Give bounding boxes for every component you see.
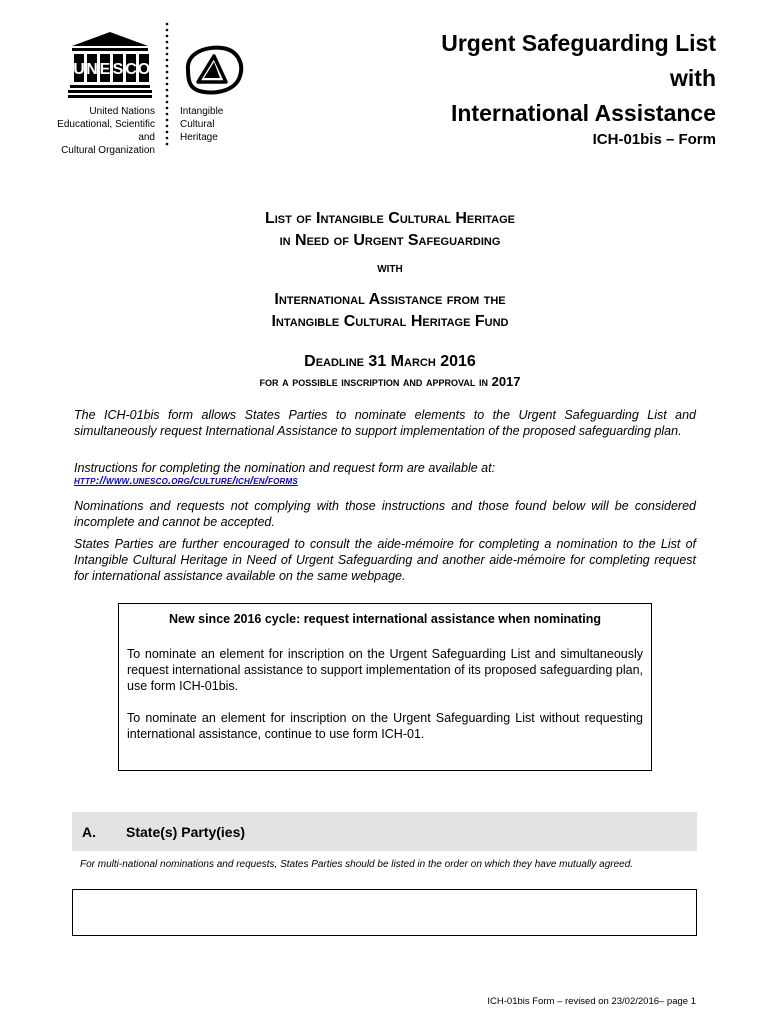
instructions-paragraph: Instructions for completing the nomination and request form are available at:: [74, 461, 496, 475]
svg-text:E: E: [99, 61, 111, 78]
section-a-header: [72, 812, 697, 851]
intro-paragraph: The ICH-01bis form allows States Parties to nominate elements to the Urgent Safeguarding List and simultaneously request International Assistance to support implementation of the proposed safeguarding plan.: [74, 408, 696, 438]
unesco-logo: [68, 30, 152, 100]
list-heading-line-2: in Need of Urgent Safeguarding: [279, 232, 501, 249]
unesco-name-line-1: United Nations: [89, 106, 155, 117]
svg-text:U: U: [73, 61, 85, 78]
new-cycle-notice-box: [118, 603, 652, 771]
assistance-heading-line-2: Intangible Cultural Heritage Fund: [271, 313, 509, 330]
aide-memoire-paragraph: States Parties are further encouraged to consult the aide-mémoire for completing a nomination to the List of Intangible Cultural Heritage in Need of Urgent Safeguarding and another aide-mémoire for completing request for international assistance available on the same webpage.: [74, 537, 696, 583]
svg-text:O: O: [137, 61, 151, 78]
form-code: ICH-01bis – Form: [592, 131, 716, 148]
unesco-name-line-2: Educational, Scientific and: [57, 119, 155, 143]
page-footer: ICH-01bis Form – revised on 23/02/2016– page 1: [487, 996, 696, 1007]
notice-title: New since 2016 cycle: request international assistance when nominating: [168, 612, 602, 626]
unesco-name-text: [40, 105, 155, 157]
section-a-letter: A.: [82, 823, 96, 840]
with-heading: with: [377, 259, 403, 275]
ich-name-line-3: Heritage: [180, 132, 218, 143]
forms-link[interactable]: http://www.unesco.org/culture/ich/en/forms: [74, 475, 298, 487]
list-heading: [130, 208, 650, 252]
notice-paragraph-ich01bis: To nominate an element for inscription on the Urgent Safeguarding List and simultaneously request international assistance to support implementation of its proposed safeguarding plan, use form ICH-01bis.: [127, 647, 643, 693]
svg-text:N: N: [86, 61, 98, 78]
ich-name-line-1: Intangible: [180, 106, 224, 117]
svg-text:C: C: [125, 61, 137, 78]
svg-text:S: S: [112, 61, 124, 78]
ich-name-line-2: Cultural: [180, 119, 215, 130]
document-title: [336, 26, 716, 131]
list-heading-line-1: List of Intangible Cultural Heritage: [264, 210, 516, 227]
unesco-name-line-3: Cultural Organization: [61, 145, 155, 156]
ich-emblem-icon: [178, 44, 246, 96]
assistance-heading: [130, 289, 650, 333]
logo-divider: [165, 22, 169, 150]
title-line-2: with: [670, 65, 716, 91]
section-a-note: For multi-national nominations and requests, States Parties should be listed in the order on which they have mutually agreed.: [80, 859, 634, 870]
section-a-title: State(s) Party(ies): [126, 823, 246, 840]
title-line-3: International Assistance: [450, 100, 716, 126]
title-line-1: Urgent Safeguarding List: [441, 30, 716, 56]
ich-name-text: [180, 105, 260, 144]
deadline-heading: Deadline 31 March 2016: [304, 353, 476, 370]
inscription-year-heading: for a possible inscription and approval in 2017: [259, 374, 521, 389]
assistance-heading-line-1: International Assistance from the: [274, 291, 506, 308]
notice-paragraph-ich01: To nominate an element for inscription on the Urgent Safeguarding List without requesting international assistance, continue to use form ICH-01.: [127, 711, 643, 741]
states-parties-field[interactable]: [72, 889, 697, 936]
compliance-paragraph: Nominations and requests not complying with those instructions and those found below will be considered incomplete and cannot be accepted.: [74, 499, 696, 529]
